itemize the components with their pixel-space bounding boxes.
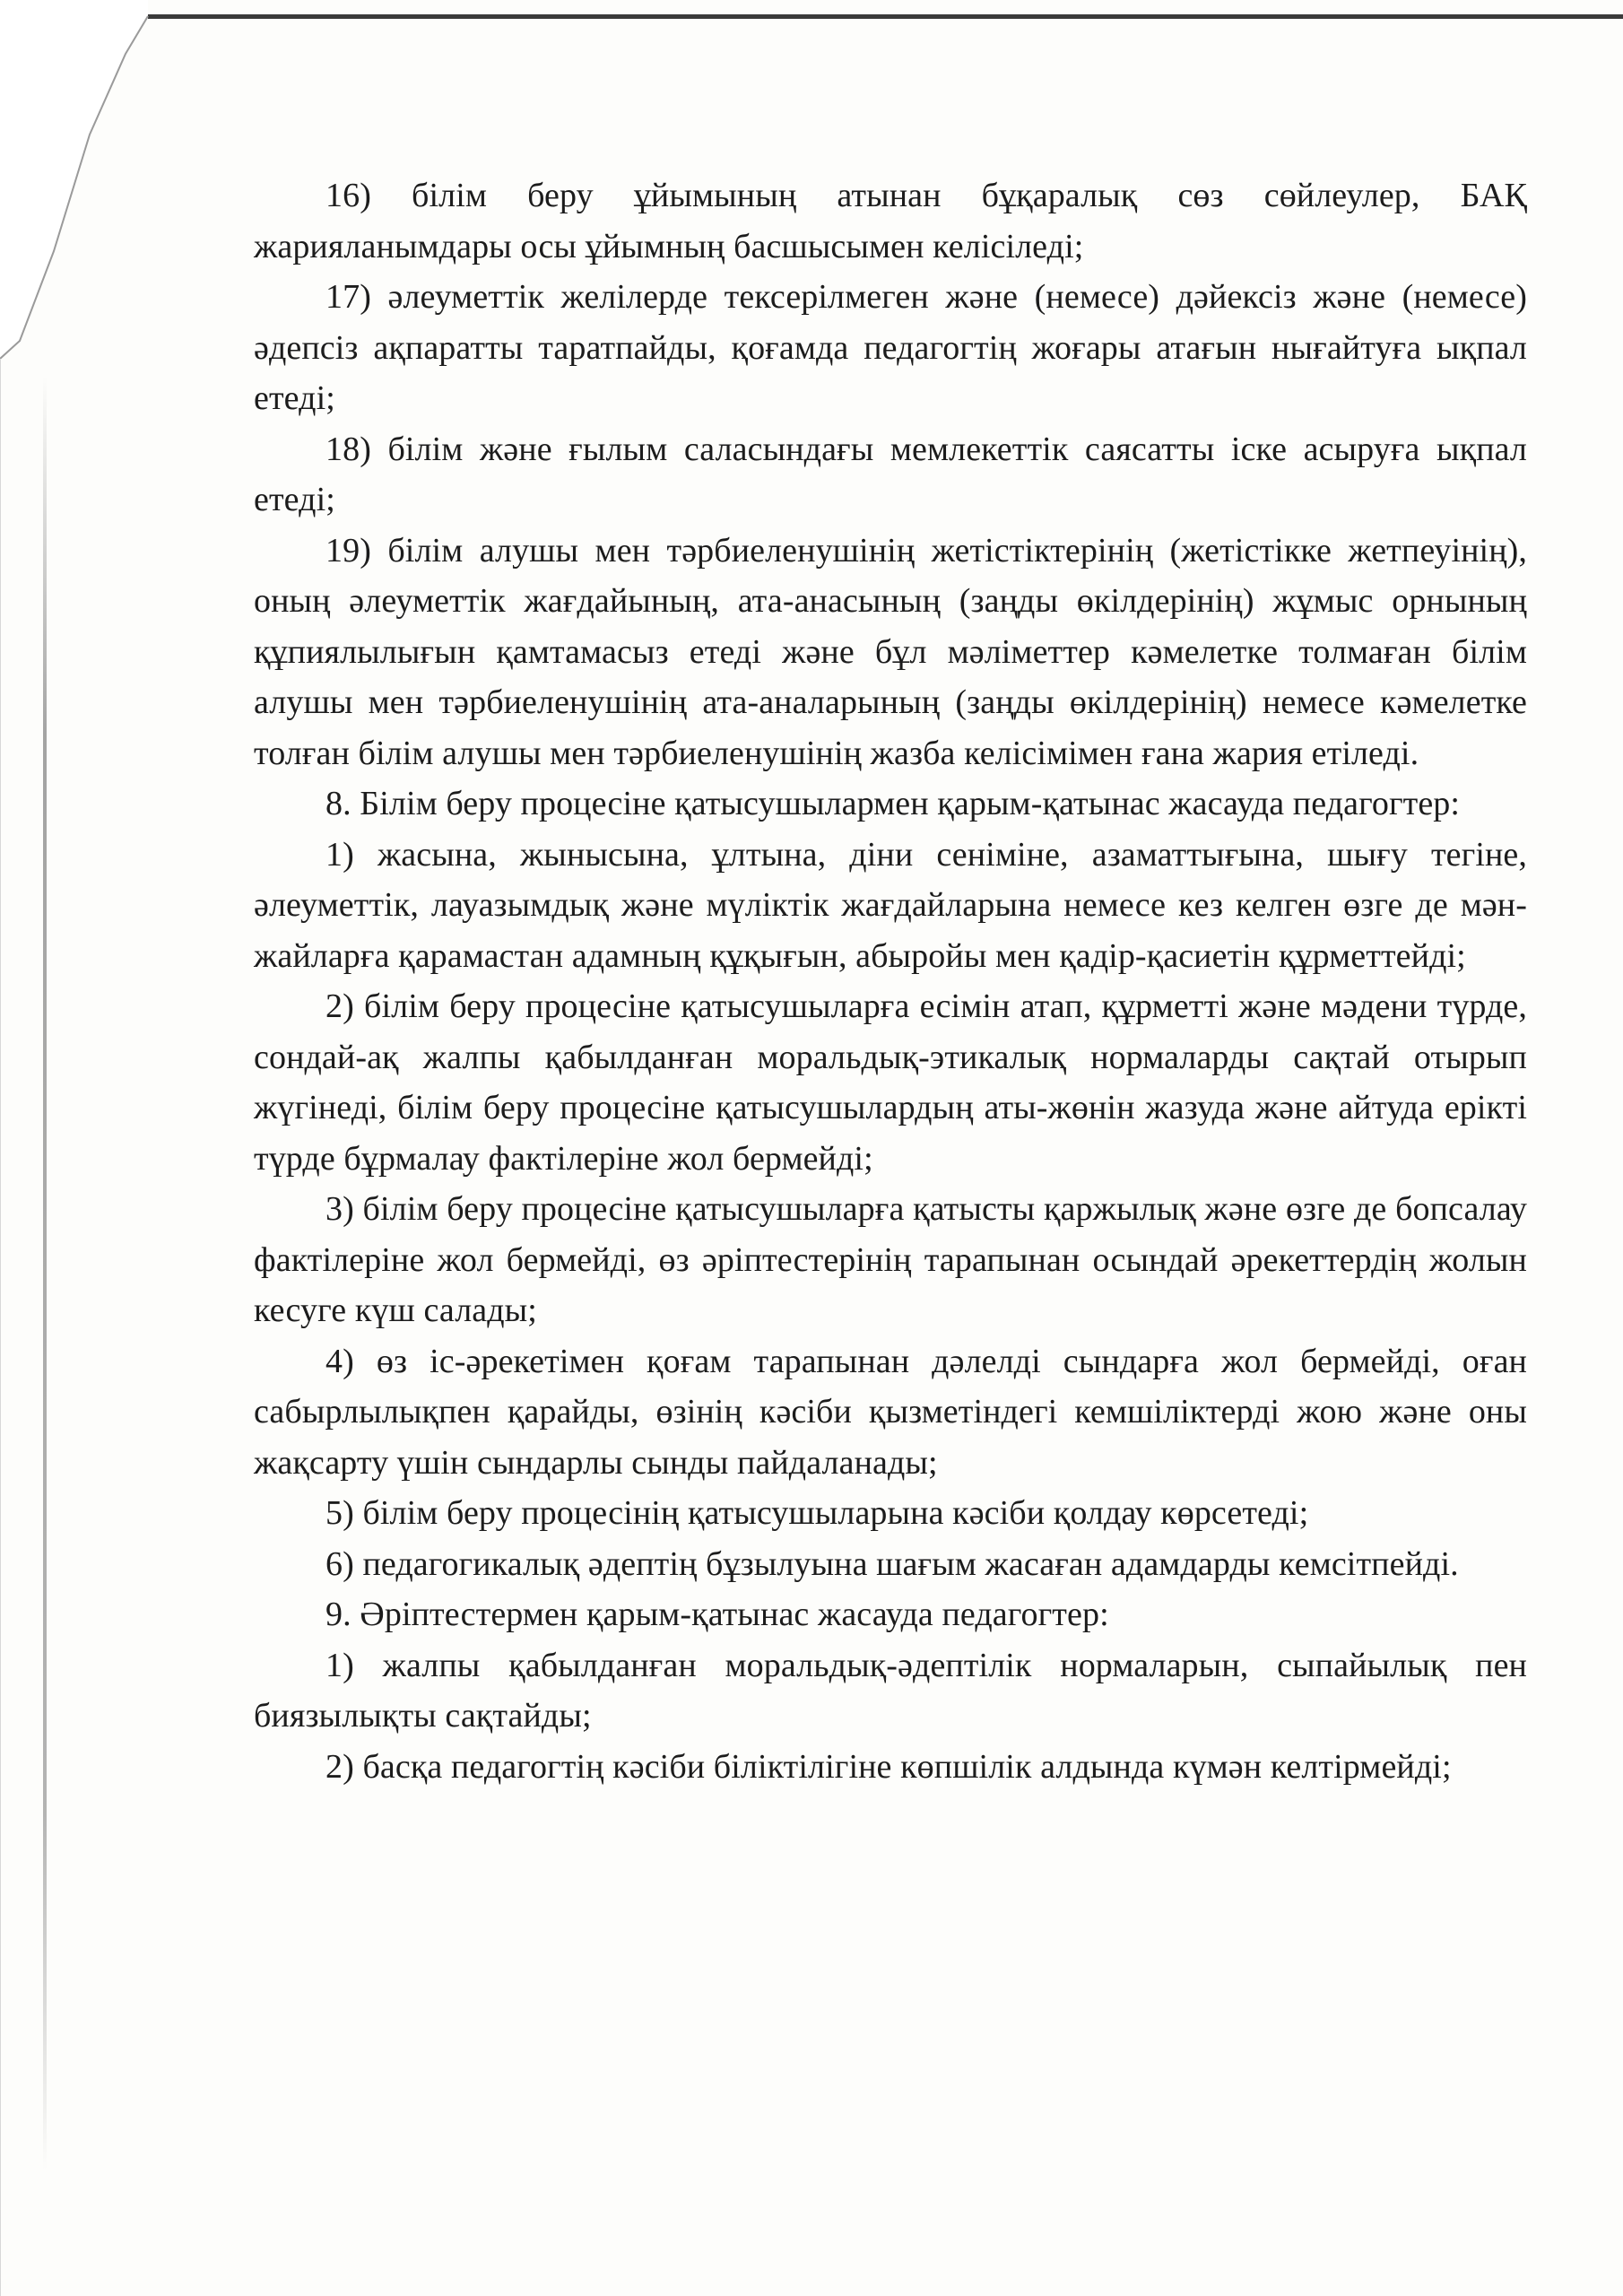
section-8-item-4: 4) өз іс-әрекетімен қоғам тарапынан дәлелді сындарға жол бермейді, оған сабырлылықпен қарайды, өзінің кәсіби қызметіндегі кемшіліктерді жою және оны жақсарту үшін сындарлы сынды пайдаланады; [254,1342,1527,1482]
section-8-item-6: 6) педагогикалық әдептің бұзылуына шағым жасаған адамдарды кемсітпейді. [325,1544,1459,1583]
scan-left-shadow [43,377,47,2170]
paragraph-19: 19) білім алушы мен тәрбиеленушінің жетістіктерінің (жетістікке жетпеуінің), оның әлеуметтік жағдайының, ата-анасының (заңды өкілдерінің) жұмыс орнының құпиялылығын қамтамасыз етеді және бұл мәліметтер кәмелетке толмаған білім алушы мен тәрбиеленушінің ата-аналарының (заңды өкілдерінің) немесе кәмелетке толған білім алушы мен тәрбиеленушінің жазба келісімімен ғана жария етіледі. [254,531,1527,772]
section-8-item-1: 1) жасына, жынысына, ұлтына, діни сеніміне, азаматтығына, шығу тегіне, әлеуметтік, лауазымдық және мүліктік жағдайларына немесе кез келген өзге де мән-жайларға қарамастан адамның құқығын, абыройы мен қадір-қасиетін құрметтейді; [254,835,1527,975]
section-9-item-2: 2) басқа педагогтің кәсіби біліктілігіне көпшілік алдында күмән келтірмейді; [325,1747,1452,1786]
section-9-heading: 9. Әріптестермен қарым-қатынас жасауда педагогтер: [325,1596,1109,1633]
paragraph-17: 17) әлеуметтік желілерде тексерілмеген және (немесе) дәйексіз және (немесе) әдепсіз ақпаратты таратпайды, қоғамда педагогтің жоғары атағын нығайтуға ықпал етеді; [254,278,1527,417]
section-9-item-1: 1) жалпы қабылданған моральдық-әдептілік нормаларын, сыпайылық пен биязылықты сақтайды; [254,1646,1527,1735]
paragraph-18: 18) білім және ғылым саласындағы мемлекеттік саясатты іске асыруға ықпал етеді; [254,430,1527,518]
section-8-item-3: 3) білім беру процесіне қатысушыларға қатысты қаржылық және өзге де бопсалау фактілеріне жол бермейді, өз әріптестерінің тарапынан осындай әрекеттердің жолын кесуге күш салады; [254,1190,1527,1329]
document-body [254,170,1527,1792]
scan-top-edge [148,14,1623,19]
paragraph-16: 16) білім беру ұйымының атынан бұқаралық сөз сөйлеулер, БАҚ жарияланымдары осы ұйымның басшысымен келісіледі; [254,177,1527,265]
section-8-item-5: 5) білім беру процесінің қатысушыларына кәсіби қолдау көрсетеді; [325,1494,1309,1532]
section-8-item-2: 2) білім беру процесіне қатысушыларға есімін атап, құрметті және мәдени түрде, сондай-ақ жалпы қабылданған моральдық-этикалық нормаларды сақтай отырып жүгінеді, білім беру процесіне қатысушылардың аты-жөнін жазуда және айтуда ерікті түрде бұрмалау фактілеріне жол бермейді; [254,987,1527,1178]
scan-folded-corner [0,0,179,2296]
section-8-heading: 8. Білім беру процесіне қатысушылармен қарым-қатынас жасауда педагогтер: [325,785,1461,822]
